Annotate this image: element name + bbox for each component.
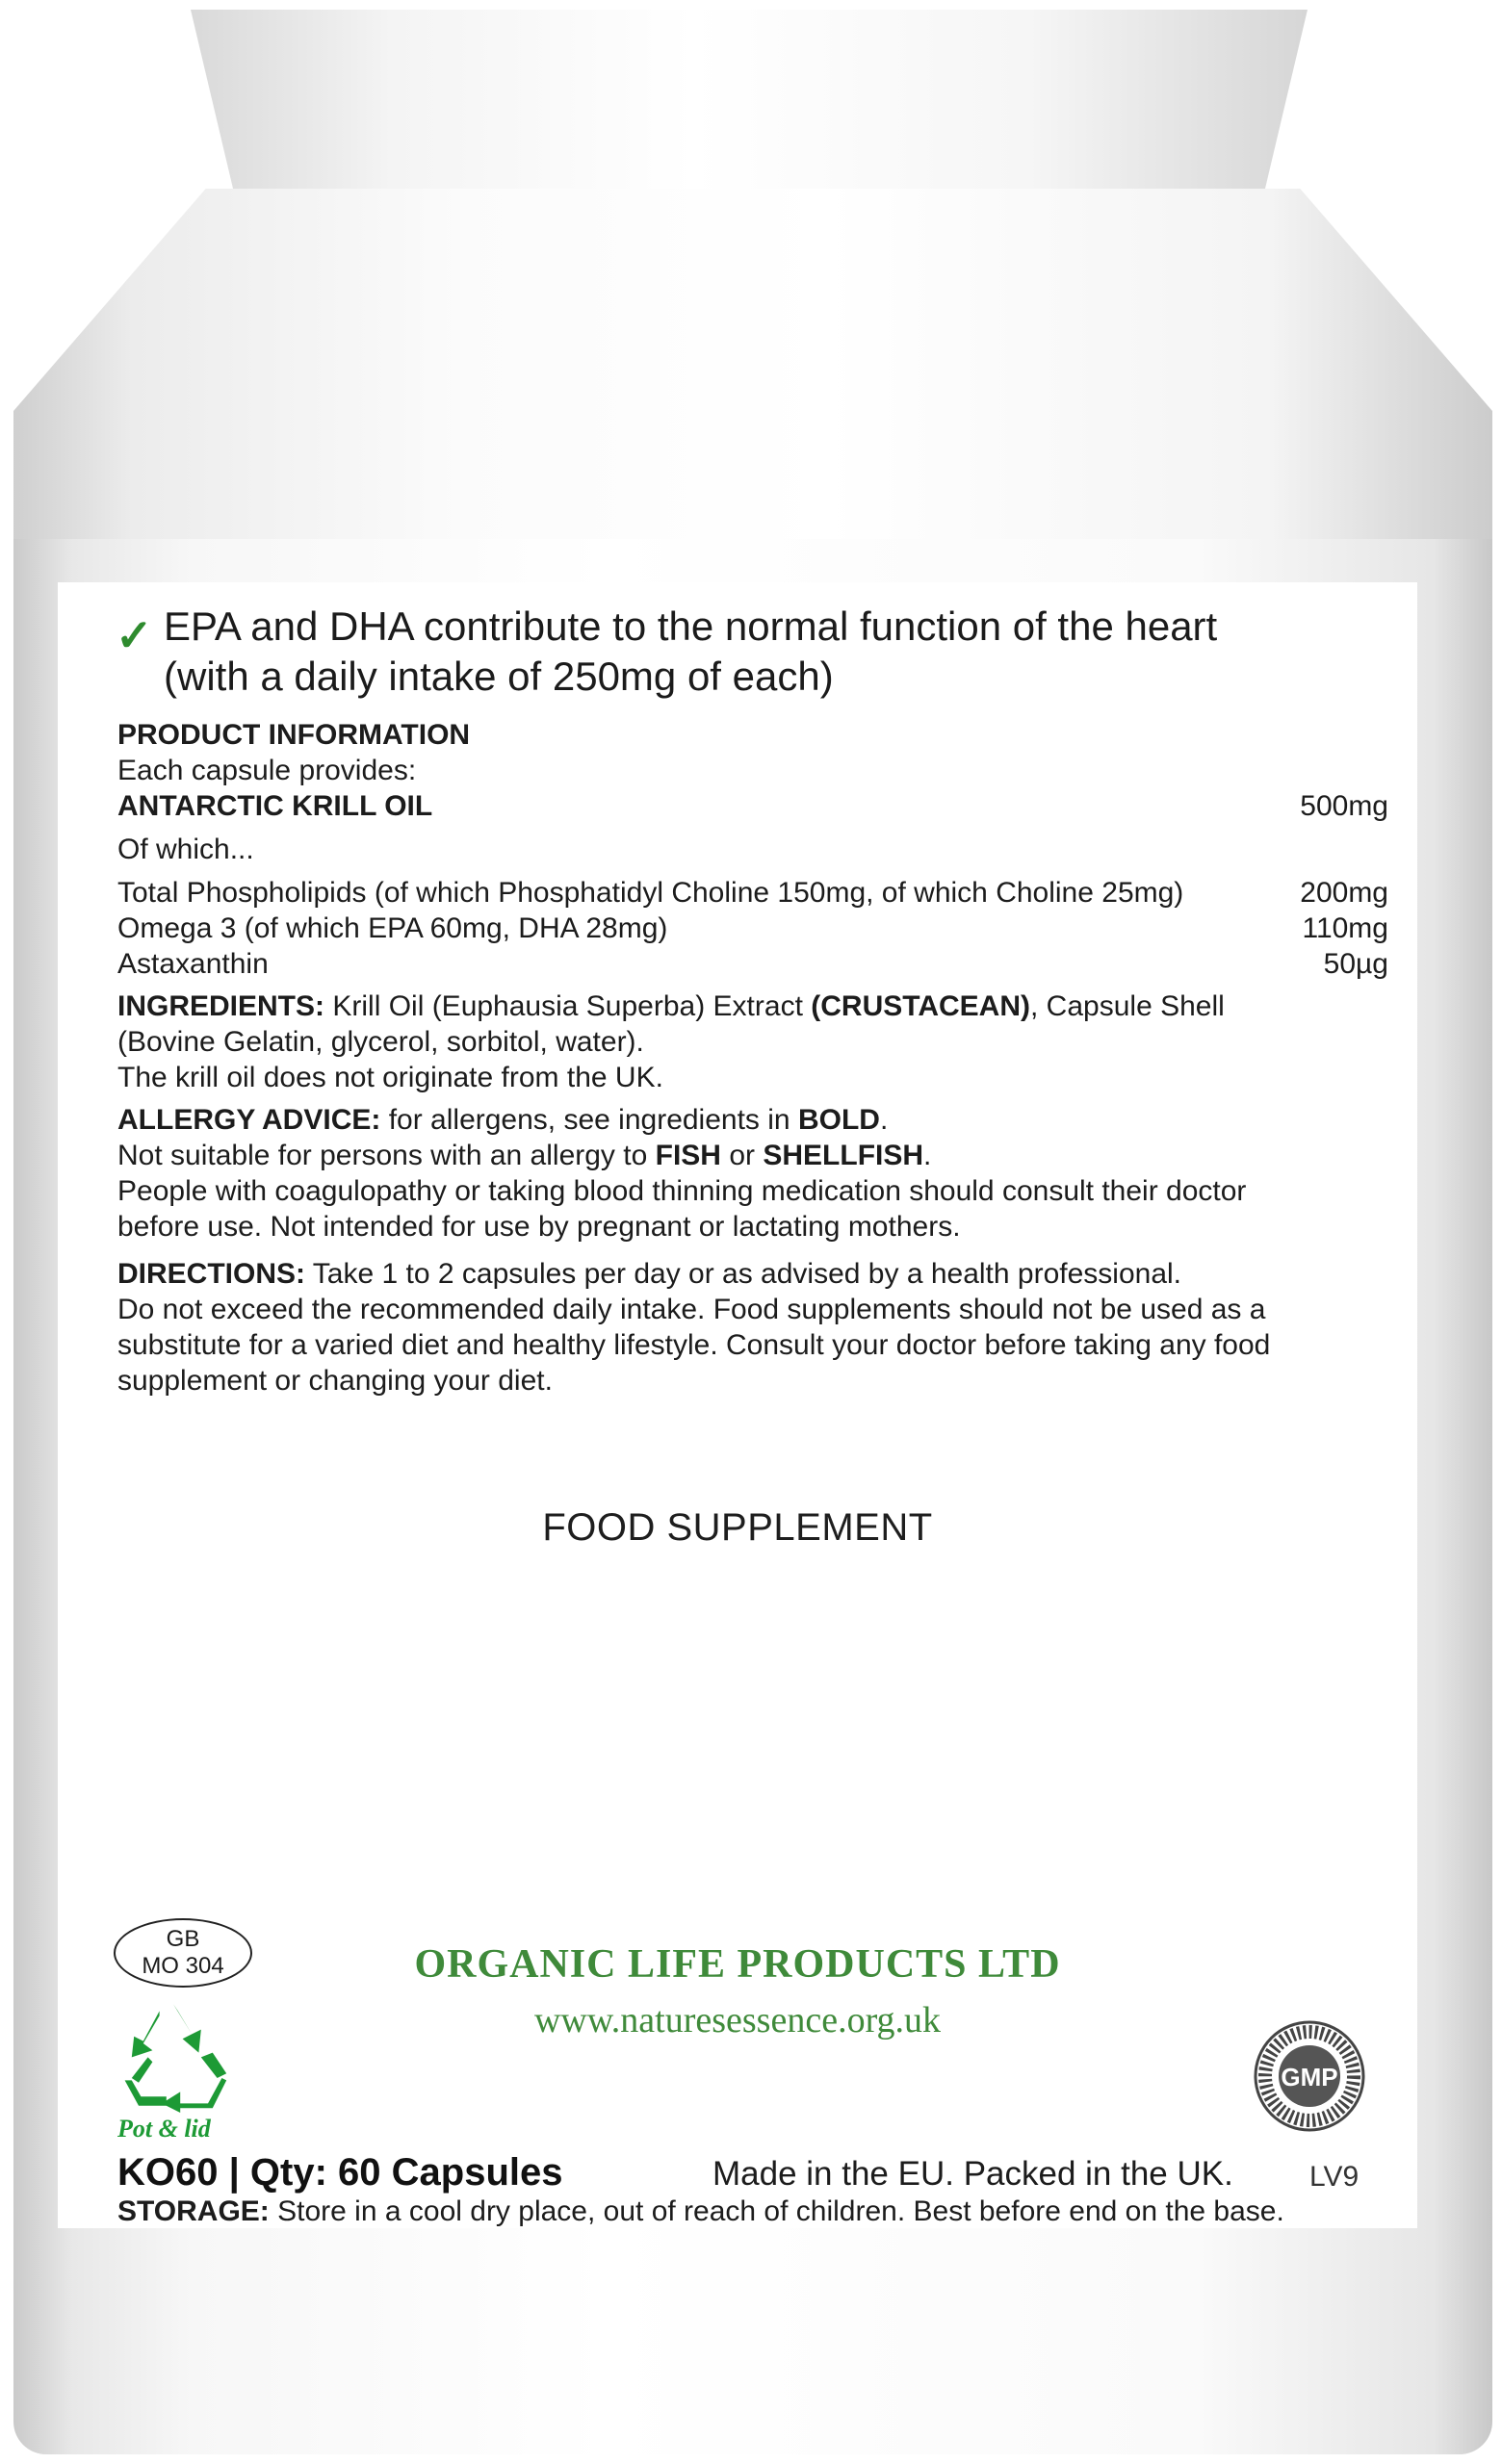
- allergy-or: or: [729, 1140, 756, 1171]
- bottle-shoulder: [13, 189, 1492, 593]
- ingredients-line-2: (Bovine Gelatin, glycerol, sorbitol, water).: [117, 1026, 644, 1058]
- nutrient-list: [117, 875, 1388, 982]
- ingredients-text-cont: , Capsule Shell: [1030, 990, 1225, 1022]
- ingredients-allergen: (CRUSTACEAN): [811, 990, 1031, 1022]
- nutrient-row: [117, 946, 1388, 982]
- storage-instructions: [117, 2195, 1284, 2228]
- nutrient-name: Total Phospholipids (of which Phosphatidyl Choline 150mg, of which Choline 25mg): [117, 877, 1184, 909]
- company-name: ORGANIC LIFE PRODUCTS LTD: [414, 1942, 1061, 1987]
- company-url: www.naturesessence.org.uk: [533, 2000, 942, 2040]
- allergy-line-3: People with coagulopathy or taking blood thinning medication should consult their doctor: [117, 1175, 1247, 1207]
- storage-text: Store in a cool dry place, out of reach of children. Best before end on the base.: [277, 2195, 1284, 2227]
- origin-text: Made in the EU. Packed in the UK.: [712, 2155, 1233, 2193]
- product-info-heading: PRODUCT INFORMATION: [117, 719, 471, 751]
- food-supplement-label: FOOD SUPPLEMENT: [542, 1506, 933, 1549]
- gb-line-1: GB: [166, 1926, 200, 1952]
- storage-label: STORAGE:: [117, 2195, 270, 2227]
- directions-line-3: substitute for a varied diet and healthy lifestyle. Consult your doctor before taking any food: [117, 1329, 1271, 1361]
- nutrient-name: Astaxanthin: [117, 948, 269, 980]
- of-which-text: Of which...: [117, 834, 254, 865]
- claim-line-2: (with a daily intake of 250mg of each): [164, 654, 834, 699]
- nutrient-amount: 200mg: [1300, 877, 1388, 909]
- ingredients-text: Krill Oil (Euphausia Superba) Extract: [332, 990, 803, 1022]
- allergy-bold: BOLD: [797, 1104, 880, 1136]
- allergy-period-2: .: [923, 1140, 932, 1171]
- allergy-section: [117, 1102, 1388, 1245]
- sku-quantity: KO60 | Qty: 60 Capsules: [117, 2151, 563, 2194]
- product-label: [58, 582, 1417, 2228]
- allergy-period: .: [879, 1104, 889, 1136]
- label-version: LV9: [1309, 2161, 1360, 2193]
- directions-section: [117, 1256, 1388, 1399]
- gb-line-2: MO 304: [142, 1953, 224, 1979]
- main-ingredient-row: [117, 788, 1388, 824]
- ingredients-section: [117, 988, 1388, 1095]
- directions-line-2: Do not exceed the recommended daily intake. Food supplements should not be used as a: [117, 1294, 1266, 1325]
- main-ingredient-amount: 500mg: [1300, 790, 1388, 822]
- pot-lid-text: Pot & lid: [117, 2115, 211, 2143]
- checkmark-icon: ✓: [116, 610, 153, 660]
- allergy-line-4: before use. Not intended for use by pregnant or lactating mothers.: [117, 1211, 961, 1243]
- claim-line-1: EPA and DHA contribute to the normal function of the heart: [164, 603, 1218, 649]
- product-information: [117, 717, 1388, 982]
- bottle-lid: [191, 10, 1308, 198]
- nutrient-row: [117, 911, 1388, 946]
- ingredients-line-3: The krill oil does not originate from the UK.: [117, 1062, 663, 1093]
- nutrient-amount: 50µg: [1323, 948, 1388, 980]
- directions-line-4: supplement or changing your diet.: [117, 1365, 553, 1397]
- gmp-text: GMP: [1281, 2063, 1338, 2092]
- allergy-shellfish: SHELLFISH: [763, 1140, 924, 1171]
- gmp-seal-icon: [1252, 2018, 1367, 2134]
- health-claim: [116, 602, 1386, 702]
- nutrient-name: Omega 3 (of which EPA 60mg, DHA 28mg): [117, 912, 668, 944]
- allergy-fish: FISH: [655, 1140, 721, 1171]
- nutrient-amount: 110mg: [1302, 912, 1388, 944]
- main-ingredient-name: ANTARCTIC KRILL OIL: [117, 790, 433, 822]
- directions-text: Take 1 to 2 capsules per day or as advised by a health professional.: [312, 1258, 1182, 1290]
- ingredients-label: INGREDIENTS:: [117, 990, 325, 1022]
- allergy-label: ALLERGY ADVICE:: [117, 1104, 381, 1136]
- directions-label: DIRECTIONS:: [117, 1258, 305, 1290]
- allergy-text: for allergens, see ingredients in: [388, 1104, 790, 1136]
- nutrient-row: [117, 875, 1388, 911]
- allergy-line-2: Not suitable for persons with an allergy to: [117, 1140, 648, 1171]
- each-capsule-text: Each capsule provides:: [117, 755, 417, 786]
